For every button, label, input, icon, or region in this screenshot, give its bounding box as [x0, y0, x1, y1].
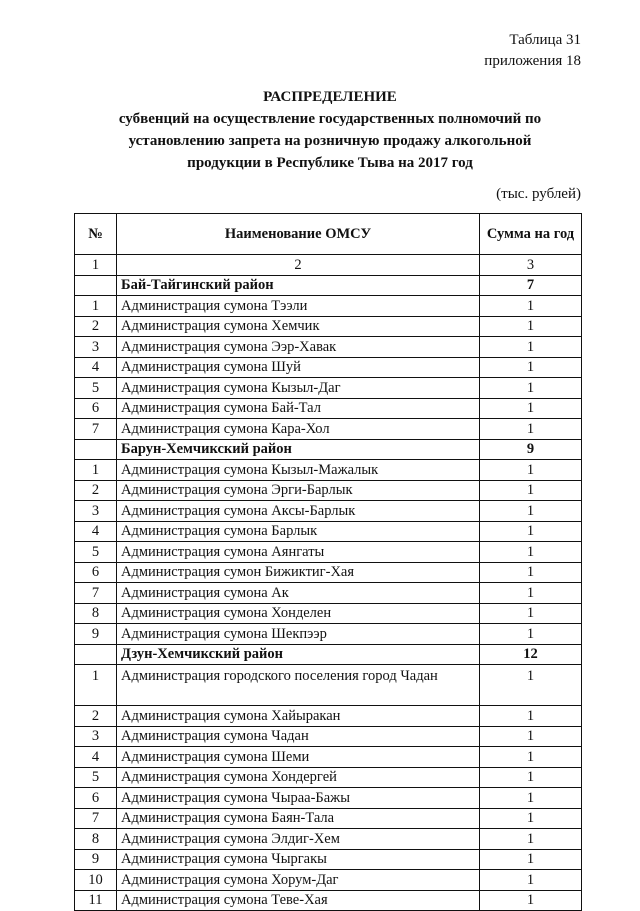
district-row: [75, 644, 582, 665]
row-sum: 1: [480, 357, 582, 378]
row-sum: 1: [480, 849, 582, 870]
row-number: 7: [75, 419, 117, 440]
row-sum: 1: [480, 890, 582, 911]
row-sum: 1: [480, 378, 582, 399]
district-row: [75, 275, 582, 296]
row-sum: 1: [480, 788, 582, 809]
row-sum: 1: [480, 316, 582, 337]
row-sum: 7: [480, 275, 582, 296]
row-sum: 1: [480, 603, 582, 624]
table-row: [75, 808, 582, 829]
distribution-table: [74, 213, 582, 911]
table-row: [75, 357, 582, 378]
row-name: Администрация сумона Аксы-Барлык: [117, 501, 480, 522]
district-row: [75, 439, 582, 460]
row-sum: 1: [480, 542, 582, 563]
table-row: [75, 767, 582, 788]
row-sum: 1: [480, 726, 582, 747]
row-number: 6: [75, 562, 117, 583]
row-number: [75, 644, 117, 665]
row-number: 2: [75, 706, 117, 727]
row-number: 8: [75, 603, 117, 624]
row-name: Администрация сумона Ак: [117, 583, 480, 604]
row-sum: 1: [480, 870, 582, 891]
row-name: Администрация сумона Шеми: [117, 747, 480, 768]
row-number: 9: [75, 849, 117, 870]
row-name: Администрация сумона Баян-Тала: [117, 808, 480, 829]
row-number: 4: [75, 357, 117, 378]
table-row: [75, 419, 582, 440]
row-sum: 12: [480, 644, 582, 665]
title-line-4: продукции в Республике Тыва на 2017 год: [187, 155, 473, 171]
row-number: 6: [75, 398, 117, 419]
row-sum: 1: [480, 398, 582, 419]
table-row: [75, 870, 582, 891]
header-sum: Сумма на год: [480, 214, 582, 255]
row-name: Администрация сумон Бижиктиг-Хая: [117, 562, 480, 583]
row-name: Администрация сумона Барлык: [117, 521, 480, 542]
title-line-3: установлению запрета на розничную продажу алкогольной: [128, 133, 532, 149]
row-sum: 1: [480, 480, 582, 501]
row-sum: 1: [480, 747, 582, 768]
table-row: [75, 583, 582, 604]
column-index-3: 3: [480, 255, 582, 276]
row-name: Администрация сумона Тээли: [117, 296, 480, 317]
document-title: [60, 86, 600, 174]
row-sum: 1: [480, 562, 582, 583]
title-line-2: субвенций на осуществление государственных полномочий по: [118, 111, 542, 127]
row-sum: 1: [480, 501, 582, 522]
table-row: [75, 460, 582, 481]
row-name: Администрация сумона Кызыл-Даг: [117, 378, 480, 399]
table-row: [75, 296, 582, 317]
row-name: Администрация сумона Шуй: [117, 357, 480, 378]
table-row: [75, 706, 582, 727]
table-row: [75, 316, 582, 337]
row-name: Администрация сумона Хондергей: [117, 767, 480, 788]
title-line-1: РАСПРЕДЕЛЕНИЕ: [263, 89, 397, 105]
table-header-row: [75, 214, 582, 255]
row-number: 3: [75, 501, 117, 522]
column-index-row: [75, 255, 582, 276]
table-row: [75, 542, 582, 563]
row-number: 7: [75, 808, 117, 829]
appendix-reference: приложения 18: [484, 53, 581, 69]
column-index-2: 2: [117, 255, 480, 276]
table-row: [75, 788, 582, 809]
column-index-1: 1: [75, 255, 117, 276]
table-row: [75, 665, 582, 706]
row-sum: 1: [480, 460, 582, 481]
row-number: 9: [75, 624, 117, 645]
table-row: [75, 378, 582, 399]
header-number: №: [75, 214, 117, 255]
row-name: Администрация городского поселения город Чадан: [117, 665, 480, 706]
row-name: Администрация сумона Элдиг-Хем: [117, 829, 480, 850]
row-number: 7: [75, 583, 117, 604]
row-number: 6: [75, 788, 117, 809]
row-sum: 1: [480, 706, 582, 727]
row-sum: 1: [480, 583, 582, 604]
row-number: 1: [75, 460, 117, 481]
row-sum: 1: [480, 829, 582, 850]
table-row: [75, 521, 582, 542]
row-name: Администрация сумона Ээр-Хавак: [117, 337, 480, 358]
row-sum: 1: [480, 337, 582, 358]
row-name: Администрация сумона Чадан: [117, 726, 480, 747]
units-label: (тыс. рублей): [496, 186, 581, 202]
row-name: Бай-Тайгинский район: [117, 275, 480, 296]
table-row: [75, 562, 582, 583]
row-name: Администрация сумона Аянгаты: [117, 542, 480, 563]
row-name: Администрация сумона Кызыл-Мажалык: [117, 460, 480, 481]
row-name: Администрация сумона Чыраа-Бажы: [117, 788, 480, 809]
table-row: [75, 603, 582, 624]
row-name: Дзун-Хемчикский район: [117, 644, 480, 665]
table-row: [75, 747, 582, 768]
table-row: [75, 726, 582, 747]
row-sum: 1: [480, 767, 582, 788]
row-name: Администрация сумона Хемчик: [117, 316, 480, 337]
row-number: 5: [75, 542, 117, 563]
row-number: 10: [75, 870, 117, 891]
table-row: [75, 398, 582, 419]
row-number: 4: [75, 521, 117, 542]
row-name: Администрация сумона Бай-Тал: [117, 398, 480, 419]
row-number: 8: [75, 829, 117, 850]
row-number: 11: [75, 890, 117, 911]
header-name: Наименование ОМСУ: [117, 214, 480, 255]
row-sum: 1: [480, 808, 582, 829]
row-number: [75, 439, 117, 460]
row-name: Администрация сумона Хайыракан: [117, 706, 480, 727]
row-name: Администрация сумона Хонделен: [117, 603, 480, 624]
table-row: [75, 480, 582, 501]
row-sum: 9: [480, 439, 582, 460]
row-sum: 1: [480, 624, 582, 645]
row-number: 4: [75, 747, 117, 768]
document-reference: [484, 30, 581, 72]
table-row: [75, 890, 582, 911]
row-number: [75, 275, 117, 296]
row-number: 1: [75, 665, 117, 706]
row-number: 3: [75, 337, 117, 358]
table-row: [75, 829, 582, 850]
row-sum: 1: [480, 521, 582, 542]
table-row: [75, 624, 582, 645]
table-reference: Таблица 31: [509, 32, 581, 48]
row-name: Администрация сумона Хорум-Даг: [117, 870, 480, 891]
table-body: [75, 214, 582, 911]
table-row: [75, 849, 582, 870]
row-name: Барун-Хемчикский район: [117, 439, 480, 460]
row-number: 1: [75, 296, 117, 317]
row-name: Администрация сумона Теве-Хая: [117, 890, 480, 911]
row-number: 5: [75, 767, 117, 788]
row-number: 3: [75, 726, 117, 747]
table-row: [75, 501, 582, 522]
row-number: 5: [75, 378, 117, 399]
row-sum: 1: [480, 296, 582, 317]
row-sum: 1: [480, 665, 582, 706]
row-name: Администрация сумона Чыргакы: [117, 849, 480, 870]
row-number: 2: [75, 316, 117, 337]
row-name: Администрация сумона Кара-Хол: [117, 419, 480, 440]
row-name: Администрация сумона Шекпээр: [117, 624, 480, 645]
table-row: [75, 337, 582, 358]
row-name: Администрация сумона Эрги-Барлык: [117, 480, 480, 501]
row-number: 2: [75, 480, 117, 501]
row-sum: 1: [480, 419, 582, 440]
